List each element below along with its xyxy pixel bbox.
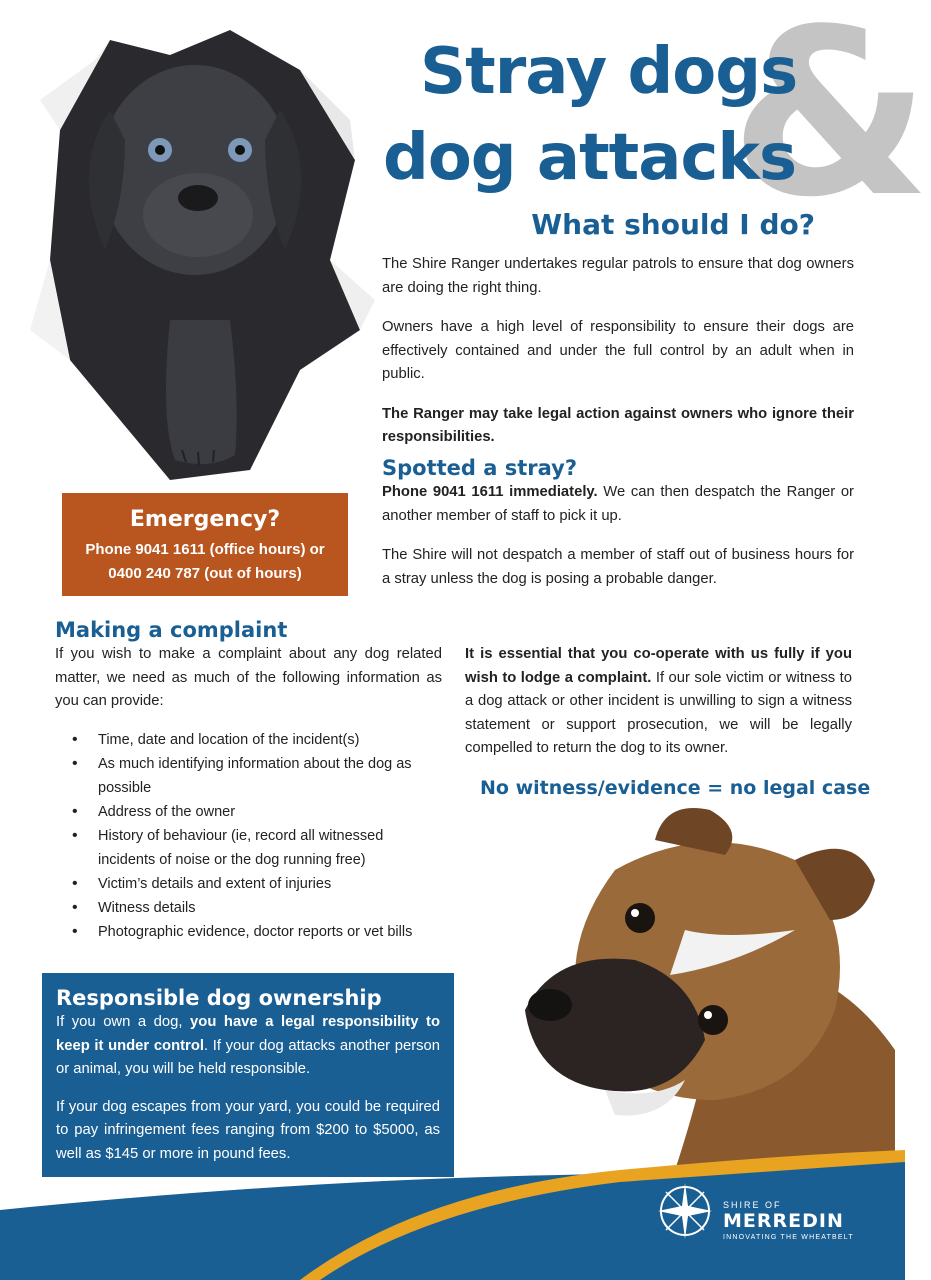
emergency-heading: Emergency? <box>129 507 281 532</box>
intro-section <box>382 253 854 466</box>
responsible-ownership-box <box>42 973 454 1177</box>
emergency-box <box>62 493 348 596</box>
complaint-heading: Making a complaint <box>55 618 288 642</box>
responsible-paragraph-2: If your dog escapes from your yard, you could be required to pay infringement fees ranging from $200 to $5000, as well as $145 or more in pound fees. <box>56 1098 440 1162</box>
responsible-p1-start: If you own a dog, <box>56 1014 191 1030</box>
complaint-section <box>55 617 442 944</box>
responsible-p1-bold: you have a legal responsibility to keep it under control <box>56 1014 440 1054</box>
complaint-intro: If you wish to make a complaint about any dog related matter, we need as much of the following information as you can provide: <box>55 646 442 709</box>
subtitle: What should I do? <box>531 208 815 241</box>
essential-rest: If our sole victim or witness to a dog attack or other incident is unwilling to sign a witness statement or support prosecution, we will be legally compelled to return the dog to its owner. <box>465 669 852 756</box>
essential-section <box>465 643 852 761</box>
list-item: • History of behaviour (ie, record all witnessed incidents of noise or the dog running free) <box>98 824 442 872</box>
list-item: • Witness details <box>98 896 442 920</box>
list-item: • Address of the owner <box>98 800 442 824</box>
list-item: • Victim’s details and extent of injuries <box>98 872 442 896</box>
merredin-emblem-icon <box>652 1178 718 1244</box>
list-item: • Time, date and location of the incident(s) <box>98 728 442 752</box>
logo-name: MERREDIN <box>723 1210 844 1232</box>
responsible-p1-end: . If your dog attacks another person or animal, you will be held responsible. <box>56 1037 440 1077</box>
puppy-photo <box>0 0 382 500</box>
stray-paragraph-1 <box>382 481 854 528</box>
emergency-line-2: 0400 240 787 (out of hours) <box>108 565 302 582</box>
essential-paragraph <box>465 643 852 761</box>
logo-shire-of: SHIRE OF <box>723 1200 782 1210</box>
complaint-list <box>55 728 442 944</box>
ampersand-graphic: & <box>730 0 931 248</box>
intro-paragraph-1: The Shire Ranger undertakes regular patrols to ensure that dog owners are doing the right thing. <box>382 256 854 296</box>
title-line-2: dog attacks <box>383 121 797 195</box>
no-witness-callout: No witness/evidence = no legal case <box>480 777 871 799</box>
emergency-line-1: Phone 9041 1611 (office hours) or <box>85 541 325 558</box>
essential-bold: It is essential that you co-operate with us fully if you wish to lodge a complaint. <box>465 646 852 686</box>
stray-paragraph-1-rest: We can then despatch the Ranger or another member of staff to pick it up. <box>382 484 854 524</box>
boxer-dog-photo <box>495 800 905 1170</box>
list-item: • Photographic evidence, doctor reports or vet bills <box>98 920 442 944</box>
stray-paragraph-2: The Shire will not despatch a member of staff out of business hours for a stray unless the dog is posing a probable danger. <box>382 547 854 587</box>
logo-tagline: INNOVATING THE WHEATBELT <box>723 1234 854 1241</box>
stray-section <box>382 455 854 607</box>
stray-heading: Spotted a stray? <box>382 456 578 480</box>
intro-paragraph-2: Owners have a high level of responsibility to ensure their dogs are effectively contained and under the full control by an adult when in public. <box>382 319 854 382</box>
responsible-paragraph-1 <box>56 1011 440 1082</box>
stray-phone-bold: Phone 9041 1611 immediately. <box>382 484 598 500</box>
title-line-1: Stray dogs <box>420 35 798 109</box>
list-item: • As much identifying information about the dog as possible <box>98 752 442 800</box>
intro-paragraph-3: The Ranger may take legal action against owners who ignore their responsibilities. <box>382 405 854 445</box>
responsible-heading: Responsible dog ownership <box>56 986 382 1010</box>
